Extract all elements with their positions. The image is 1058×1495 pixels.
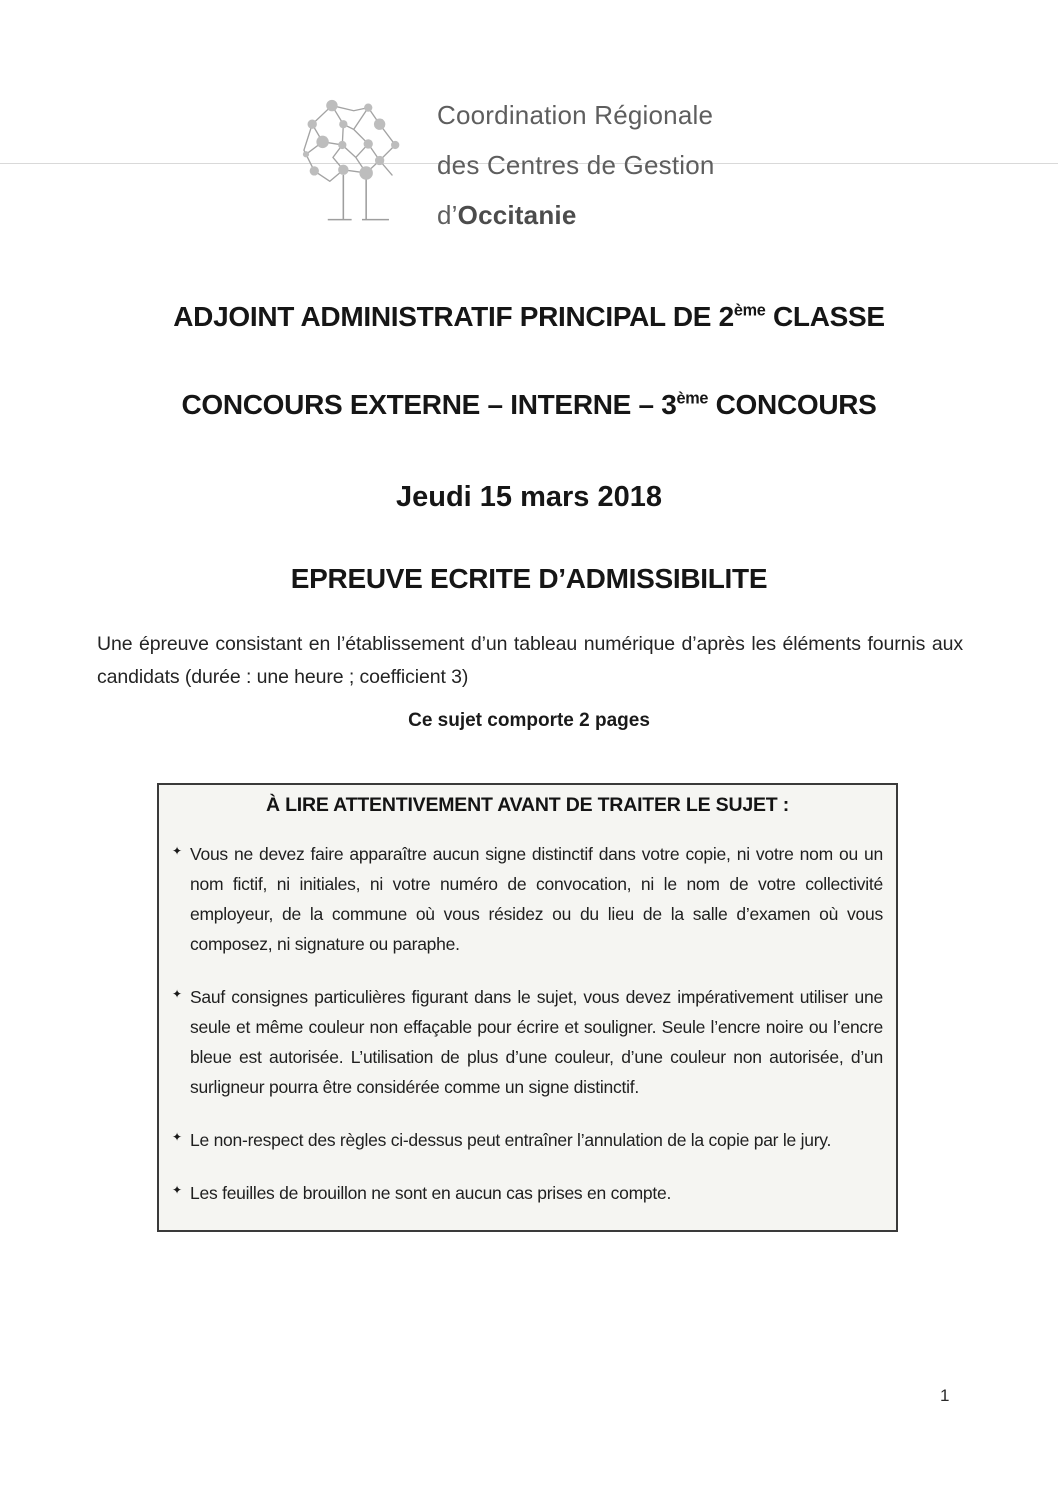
org-logo xyxy=(293,90,403,230)
exam-type-title: EPREUVE ECRITE D’ADMISSIBILITE xyxy=(290,563,768,594)
tree-network-icon xyxy=(293,90,403,230)
org-name-line2: des Centres de Gestion xyxy=(437,150,715,180)
org-region-name: Occitanie xyxy=(457,200,577,230)
concours-title: CONCOURS EXTERNE – INTERNE – 3ème CONCOURS xyxy=(181,389,877,420)
diamond-bullet-icon: ✦ xyxy=(172,1183,183,1197)
main-title: ADJOINT ADMINISTRATIF PRINCIPAL DE 2ème CLASSE xyxy=(173,301,885,332)
page-number: 1 xyxy=(940,1386,950,1405)
exam-description: Une épreuve consistant en l’établissement d’un tableau numérique d’après les éléments fournis aux candidats (durée : une heure ; coefficient 3) xyxy=(97,633,963,688)
instruction-item xyxy=(172,1178,883,1208)
instructions-box xyxy=(157,783,898,1232)
instructions-title: À LIRE ATTENTIVEMENT AVANT DE TRAITER LE SUJET : xyxy=(265,794,790,816)
instruction-text: Les feuilles de brouillon ne sont en aucun cas prises en compte. xyxy=(190,1183,672,1203)
instruction-text: Le non-respect des règles ci-dessus peut entraîner l’annulation de la copie par le jury. xyxy=(190,1130,832,1150)
diamond-bullet-icon: ✦ xyxy=(172,987,183,1001)
diamond-bullet-icon: ✦ xyxy=(172,1130,183,1144)
instructions-list xyxy=(172,839,883,1208)
org-name-line1: Coordination Régionale xyxy=(437,100,714,130)
org-name-line3: d’Occitanie xyxy=(437,200,577,230)
exam-date: Jeudi 15 mars 2018 xyxy=(395,481,662,513)
main-title-superscript: ème xyxy=(733,301,766,320)
instruction-text: Vous ne devez faire apparaître aucun signe distinctif dans votre copie, ni votre nom ou un nom fictif, ni initiales, ni votre numéro de convocation, ni le nom de votre collectivité employeur, de la commune où vous résidez ou du lieu de la salle d’examen où vous composez, ni signature ou paraphe. xyxy=(190,844,883,954)
instruction-item xyxy=(172,1125,883,1155)
diamond-bullet-icon: ✦ xyxy=(172,844,183,858)
instruction-item xyxy=(172,839,883,959)
pages-count-note: Ce sujet comporte 2 pages xyxy=(408,710,650,731)
concours-title-superscript: ème xyxy=(676,389,709,408)
instruction-text: Sauf consignes particulières figurant dans le sujet, vous devez impérativement utiliser une seule et même couleur non effaçable pour écrire et souligner. Seule l’encre noire ou l’encre bleue est autorisée. L’utilisation de plus d’une couleur, d’une couleur non autorisée, d’un surligneur pourra être considérée comme un signe distinctif. xyxy=(190,987,883,1097)
org-name xyxy=(437,90,715,240)
instruction-item xyxy=(172,982,883,1102)
